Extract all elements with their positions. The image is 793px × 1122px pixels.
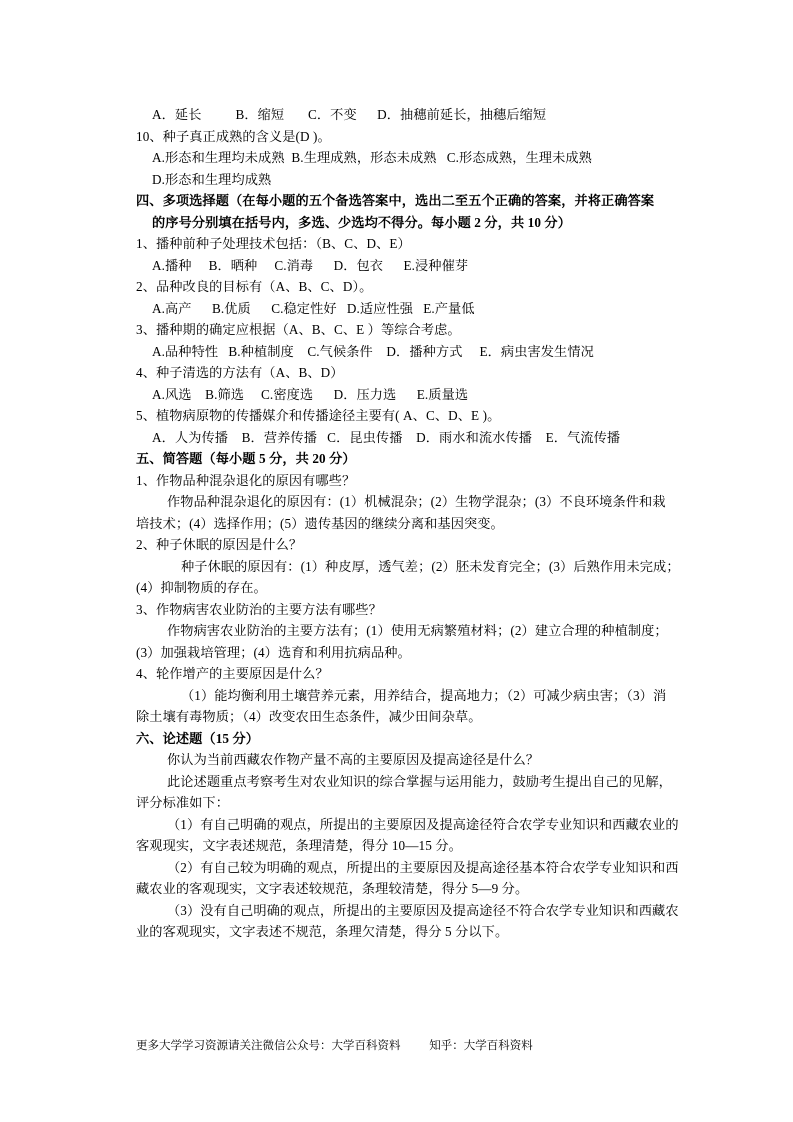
- text-line: A.播种 B．晒种 C.消毒 D．包衣 E.浸种催芽: [152, 257, 469, 273]
- text-line: 5、植物病原物的传播媒介和传播途径主要有( A、C、D、E )。: [136, 408, 501, 423]
- text-line: 2、种子休眠的原因是什么？: [136, 537, 303, 552]
- text-line: 4、轮作增产的主要原因是什么？: [136, 666, 329, 681]
- text-line: （1）能均衡利用土壤营养元素，用养结合，提高地力；（2）可减少病虫害；（3）消: [181, 687, 667, 703]
- text-line: A．人为传播 B．营养传播 C．昆虫传播 D．雨水和流水传播 E．气流传播: [152, 429, 621, 445]
- text-line: 此论述题重点考察考生对农业知识的综合掌握与运用能力，鼓励考生提出自己的见解，: [167, 773, 672, 789]
- page-footer: 更多大学学习资源请关注微信公众号：大学百科资料 知乎：大学百科资料: [136, 1040, 533, 1052]
- text-line: （3）没有自己明确的观点，所提出的主要原因及提高途径不符合农学专业知识和西藏农: [167, 902, 679, 918]
- text-line: 作物病害农业防治的主要方法有；(1）使用无病繁殖材料；(2）建立合理的种植制度；: [167, 623, 668, 638]
- text-line: （1）有自己明确的观点，所提出的主要原因及提高途径符合农学专业知识和西藏农业的: [167, 816, 679, 832]
- text-line: 你认为当前西藏农作物产量不高的主要原因及提高途径是什么？: [167, 752, 540, 767]
- text-line: 培技术；(4）选择作用；(5）遗传基因的继续分离和基因突变。: [136, 515, 504, 531]
- text-line: (3）加强栽培管理；(4）选育和利用抗病品种。: [136, 644, 411, 660]
- text-line: 客观现实，文字表述规范，条理清楚，得分 10—15 分。: [136, 838, 462, 853]
- text-line: 4、种子清选的方法有（A、B、D）: [136, 365, 344, 380]
- section-heading: 六、论述题（15 分）: [136, 730, 260, 746]
- text-line: 3、作物病害农业防治的主要方法有哪些？: [136, 601, 382, 617]
- text-line: 作物品种混杂退化的原因有：(1）机械混杂；(2）生物学混杂；(3）不良环境条件和栽: [167, 494, 666, 509]
- document-body: [136, 104, 681, 943]
- text-line: 除土壤有毒物质；（4）改变农田生态条件，减少田间杂草。: [136, 709, 482, 724]
- text-line: A.高产 B.优质 C.稳定性好 D.适应性强 E.产量低: [152, 300, 475, 316]
- text-line: 种子休眠的原因有：(1）种皮厚，透气差；(2）胚未发育完全；(3）后熟作用未完成；: [181, 558, 680, 574]
- text-line: A．延长 B．缩短 C．不变 D．抽穗前延长，抽穗后缩短: [152, 107, 547, 122]
- text-line: A.品种特性 B.种植制度 C.气候条件 D．播种方式 E．病虫害发生情况: [152, 343, 594, 359]
- text-line: 1、播种前种子处理技术包括：（B、C、D、E）: [136, 236, 411, 251]
- text-line: A.形态和生理均未成熟 B.生理成熟，形态未成熟 C.形态成熟，生理未成熟: [152, 150, 592, 165]
- text-line: 10、种子真正成熟的含义是(D )。: [136, 128, 331, 144]
- text-line: 2、品种改良的目标有（A、B、C、D）。: [136, 279, 373, 294]
- text-line: 1、作物品种混杂退化的原因有哪些？: [136, 472, 356, 488]
- text-line: D.形态和生理均成熟: [152, 171, 272, 187]
- text-line: A.风选 B.筛选 C.密度选 D．压力选 E.质量选: [152, 386, 469, 402]
- text-line: 评分标准如下：: [136, 795, 230, 810]
- text-line: 藏农业的客观现实，文字表述较规范，条理较清楚，得分 5—9 分。: [136, 881, 529, 896]
- section-heading: 五、简答题（每小题 5 分，共 20 分）: [136, 451, 356, 466]
- section-heading: 四、多项选择题（在每小题的五个备选答案中，选出二至五个正确的答案，并将正确答案: [136, 193, 655, 208]
- section-heading: 的序号分别填在括号内，多选、少选均不得分。每小题 2 分，共 10 分）: [152, 214, 572, 230]
- text-line: （2）有自己较为明确的观点，所提出的主要原因及提高途径基本符合农学专业知识和西: [167, 859, 679, 875]
- text-line: (4）抑制物质的存在。: [136, 580, 267, 595]
- text-line: 3、播种期的确定应根据（A、B、C、E ）等综合考虑。: [136, 322, 461, 337]
- text-line: 业的客观现实，文字表述不规范，条理欠清楚，得分 5 分以下。: [136, 924, 509, 939]
